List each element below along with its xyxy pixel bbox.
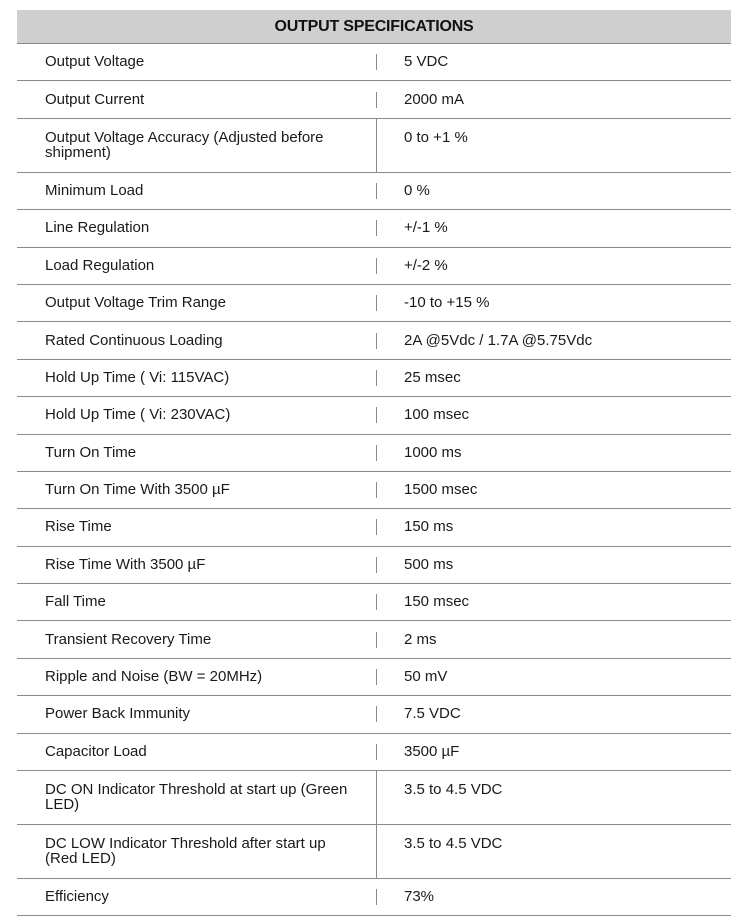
spec-value: +/-1 % [404, 219, 448, 237]
table-row [17, 435, 731, 472]
table-title: OUTPUT SPECIFICATIONS [17, 10, 731, 44]
spec-value: 150 ms [404, 518, 454, 536]
table-row [17, 44, 731, 81]
spec-label: Fall Time [17, 594, 377, 610]
spec-label: Ripple and Noise (BW = 20MHz) [17, 669, 377, 685]
spec-value: 500 ms [404, 555, 454, 573]
spec-label: Output Voltage Accuracy (Adjusted before shipment) [17, 119, 377, 172]
spec-label: Output Current [17, 92, 377, 108]
spec-label: Line Regulation [17, 220, 377, 236]
spec-value: 50 mV [404, 668, 448, 686]
spec-value: 2 ms [404, 630, 437, 648]
spec-label: Power Back Immunity [17, 706, 377, 722]
table-row [17, 248, 731, 285]
spec-label: Hold Up Time ( Vi: 115VAC) [17, 370, 377, 386]
spec-value: 1000 ms [404, 443, 462, 461]
spec-value: 3.5 to 4.5 VDC [404, 835, 503, 853]
spec-label: Turn On Time [17, 445, 377, 461]
spec-label: DC ON Indicator Threshold at start up (Green LED) [17, 771, 377, 824]
spec-label: Capacitor Load [17, 744, 377, 760]
spec-value: 3500 µF [404, 742, 460, 760]
spec-value: 100 msec [404, 406, 470, 424]
table-row [17, 360, 731, 397]
spec-label: DC LOW Indicator Threshold after start up (Red LED) [17, 825, 377, 878]
spec-value: 25 msec [404, 368, 461, 386]
table-row [17, 81, 731, 118]
spec-value: 0 to +1 % [404, 128, 468, 146]
output-specifications-table [17, 10, 731, 916]
spec-label: Rise Time [17, 519, 377, 535]
table-row [17, 210, 731, 247]
spec-label: Transient Recovery Time [17, 632, 377, 648]
spec-label: Minimum Load [17, 183, 377, 199]
table-row [17, 659, 731, 696]
spec-value: 7.5 VDC [404, 705, 461, 723]
spec-value: +/-2 % [404, 256, 448, 274]
spec-label: Rise Time With 3500 µF [17, 557, 377, 573]
table-row [17, 547, 731, 584]
spec-value: 73% [404, 888, 435, 906]
table-row [17, 397, 731, 434]
table-row [17, 825, 731, 879]
spec-value: 2000 mA [404, 90, 465, 108]
table-row [17, 771, 731, 825]
spec-value: 150 msec [404, 593, 470, 611]
table-row [17, 696, 731, 733]
table-row [17, 285, 731, 322]
spec-label: Rated Continuous Loading [17, 333, 377, 349]
table-row [17, 879, 731, 916]
spec-label: Turn On Time With 3500 µF [17, 482, 377, 498]
spec-label: Efficiency [17, 889, 377, 905]
spec-label: Load Regulation [17, 258, 377, 274]
spec-value: 2A @5Vdc / 1.7A @5.75Vdc [404, 331, 593, 349]
table-row [17, 119, 731, 173]
spec-value: -10 to +15 % [404, 294, 490, 312]
table-row [17, 173, 731, 210]
table-row [17, 584, 731, 621]
table-row [17, 322, 731, 359]
spec-label: Output Voltage Trim Range [17, 295, 377, 311]
spec-value: 5 VDC [404, 53, 449, 71]
spec-value: 1500 msec [404, 481, 478, 499]
spec-value: 3.5 to 4.5 VDC [404, 781, 503, 799]
spec-value: 0 % [404, 181, 430, 199]
table-row [17, 621, 731, 658]
table-row [17, 734, 731, 771]
table-row [17, 472, 731, 509]
spec-label: Output Voltage [17, 54, 377, 70]
spec-label: Hold Up Time ( Vi: 230VAC) [17, 407, 377, 423]
table-row [17, 509, 731, 546]
